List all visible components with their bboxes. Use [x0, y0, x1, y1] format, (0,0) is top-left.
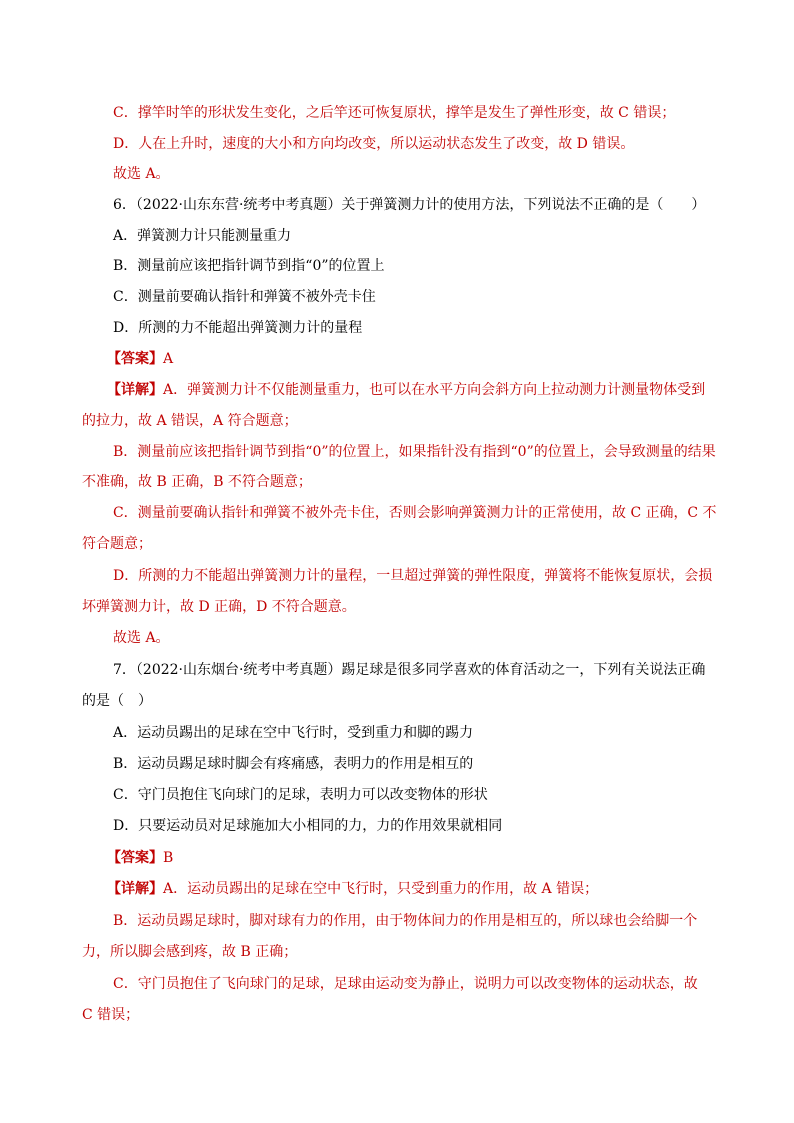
q6-detail-c1: C．测量前要确认指针和弹簧不被外壳卡住，否则会影响弹簧测力计的正常使用，故 C 正确，C 不 — [113, 505, 717, 521]
q6-detail-d2: 坏弹簧测力计，故 D 正确，D 不符合题意。 — [82, 599, 356, 615]
q6-stem: 6．（2022·山东东营·统考中考真题）关于弹簧测力计的使用方法，下列说法不正确的是（ ） — [113, 197, 706, 213]
q6-detail-label: 【详解】 — [107, 382, 163, 398]
q6-detail-a1-text: A．弹簧测力计不仅能测量重力，也可以在水平方向会斜方向上拉动测力计测量物体受到 — [163, 382, 706, 398]
q7-detail-a1 — [107, 879, 598, 899]
q6-answer-label: 【答案】 — [107, 351, 163, 367]
q7-answer-label: 【答案】 — [107, 850, 163, 866]
q7-detail-c2: C 错误； — [82, 1007, 140, 1023]
q6-answer-value: A — [163, 351, 174, 367]
q6-detail-a1 — [107, 380, 705, 400]
q6-detail-a2: 的拉力，故 A 错误，A 符合题意； — [82, 413, 298, 429]
q7-option-c: C．守门员抱住飞向球门的足球，表明力可以改变物体的形状 — [113, 787, 488, 803]
q6-option-c: C．测量前要确认指针和弹簧不被外壳卡住 — [113, 289, 376, 305]
q6-option-a: A．弹簧测力计只能测量重力 — [113, 228, 292, 244]
q7-option-d: D．只要运动员对足球施加大小相同的力，力的作用效果就相同 — [113, 818, 503, 834]
q7-detail-b1: B．运动员踢足球时，脚对球有力的作用，由于物体间力的作用是相互的，所以球也会给脚一个 — [113, 913, 698, 929]
q6-option-d: D．所测的力不能超出弹簧测力计的量程 — [113, 320, 363, 336]
q6-detail-d1: D．所测的力不能超出弹簧测力计的量程，一旦超过弹簧的弹性限度，弹簧将不能恢复原状，会损 — [113, 568, 713, 584]
q7-answer — [107, 848, 173, 868]
q6-choose: 故选 A。 — [113, 630, 170, 646]
q6-detail-c2: 符合题意； — [82, 536, 152, 552]
q7-option-a: A．运动员踢出的足球在空中飞行时，受到重力和脚的踢力 — [113, 725, 474, 741]
prev-explanation-d: D．人在上升时，速度的大小和方向均改变，所以运动状态发生了改变，故 D 错误。 — [113, 136, 635, 152]
q7-option-b: B．运动员踢足球时脚会有疼痛感，表明力的作用是相互的 — [113, 756, 474, 772]
q6-answer — [107, 349, 173, 369]
prev-explanation-c: C．撑竿时竿的形状发生变化，之后竿还可恢复原状，撑竿是发生了弹性形变，故 C 错误； — [113, 105, 676, 121]
q6-detail-b2: 不准确，故 B 正确，B 不符合题意； — [82, 474, 312, 490]
q7-detail-c1: C．守门员抱住了飞向球门的足球，足球由运动变为静止，说明力可以改变物体的运动状态，故 — [113, 976, 698, 992]
q7-stem-1: 7．（2022·山东烟台·统考中考真题）踢足球是很多同学喜欢的体育活动之一，下列有关说法正确 — [113, 662, 706, 678]
q7-stem-2: 的是（ ） — [82, 693, 152, 709]
q6-detail-b1: B．测量前应该把指针调节到指“0”的位置上，如果指针没有指到“0”的位置上，会导致测量的结果 — [113, 444, 716, 460]
prev-choose: 故选 A。 — [113, 166, 170, 182]
q6-option-b: B．测量前应该把指针调节到指“0”的位置上 — [113, 258, 385, 274]
q7-answer-value: B — [163, 850, 174, 866]
q7-detail-a1-text: A．运动员踢出的足球在空中飞行时，只受到重力的作用，故 A 错误； — [163, 881, 599, 897]
q7-detail-b2: 力，所以脚会感到疼，故 B 正确； — [82, 944, 298, 960]
q7-detail-label: 【详解】 — [107, 881, 163, 897]
